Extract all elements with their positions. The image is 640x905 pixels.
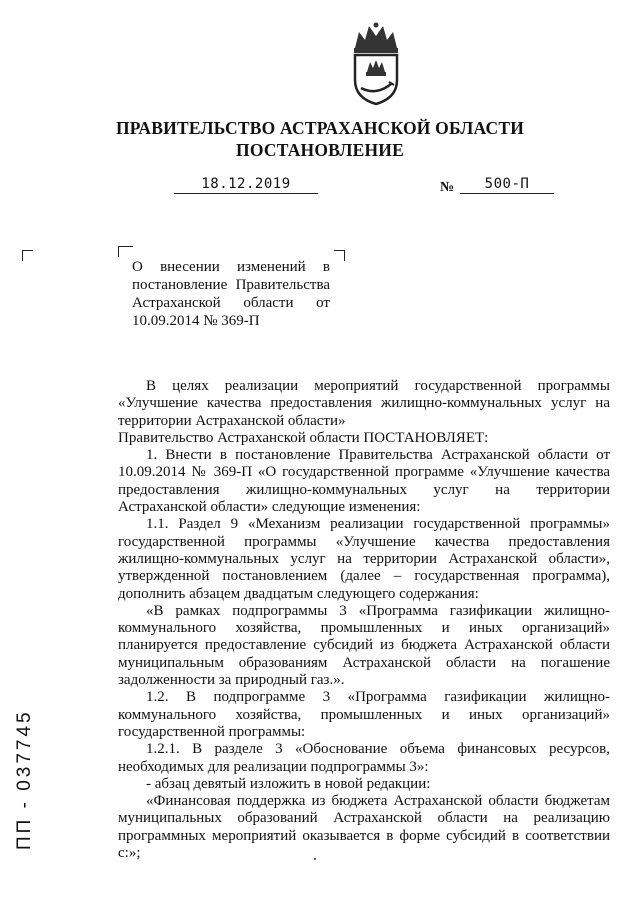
coat-of-arms-icon [345, 22, 407, 106]
date-field [174, 176, 318, 194]
decree-body [118, 378, 610, 862]
serial-number: ПП - 037745 [14, 709, 35, 850]
paragraph-quote-2: «Финансовая поддержка из бюджета Астраханской области бюджетам муниципальных образований Астраханской области на реализацию программных мероприятий оказывается в форме субсидий в соответствии с:»; [118, 793, 610, 862]
corner-mark-subject-left-inner [123, 246, 133, 257]
paragraph-quote-1: «В рамках подпрограммы 3 «Программа газификации жилищно-коммунального хозяйства, промышленных и иных организаций» планируется предоставление субсидий из бюджета Астраханской области муниципальным образованиям Астраханской области на погашение задолженности за природный газ.». [118, 602, 610, 689]
paragraph-item-1-1: 1.1. Раздел 9 «Механизм реализации государственной программы» государственной программы «Улучшение качества предоставления жилищно-коммунальных услуг на территории Астраханской области», утвержденной постановлением (далее – государственная программа), дополнить абзацем двадцатым следующего содержания: [118, 516, 610, 602]
paragraph-preamble: В целях реализации мероприятий государственной программы «Улучшение качества предоставления жилищно-коммунальных услуг на территории Астраханской области» [118, 378, 610, 429]
number-label: № [440, 180, 455, 195]
speck [314, 858, 316, 860]
paragraph-item-1-2-1: 1.2.1. В разделе 3 «Обоснование объема финансовых ресурсов, необходимых для реализации подпрограммы 3»: [118, 741, 610, 775]
decree-date: 18.12.2019 [201, 176, 291, 192]
corner-mark-left [22, 250, 33, 261]
paragraph-item-1-2: 1.2. В подпрограмме 3 «Программа газификации жилищно-коммунального хозяйства, промышленных и иных организаций» государственной программы: [118, 689, 610, 740]
government-title: ПРАВИТЕЛЬСТВО АСТРАХАНСКОЙ ОБЛАСТИ [115, 118, 525, 138]
paragraph-resolves: Правительство Астраханской области ПОСТАНОВЛЯЕТ: [118, 429, 489, 446]
number-field [460, 176, 554, 194]
paragraph-dash-item: - абзац девятый изложить в новой редакции: [146, 775, 431, 792]
document-type-title: ПОСТАНОВЛЕНИЕ [236, 140, 404, 160]
decree-subject: О внесении изменений в постановление Правительства Астраханской области от 10.09.2014 № 369-П [132, 259, 330, 329]
number-underline [460, 193, 554, 194]
decree-number: 500-П [484, 176, 530, 192]
date-underline [174, 193, 318, 194]
paragraph-item-1: 1. Внести в постановление Правительства Астраханской области от 10.09.2014 № 369-П «О государственной программе «Улучшение качества предоставления жилищно-коммунальных услуг на территории Астраханской области» следующие изменения: [118, 447, 610, 516]
corner-mark-subject-right [334, 250, 345, 261]
